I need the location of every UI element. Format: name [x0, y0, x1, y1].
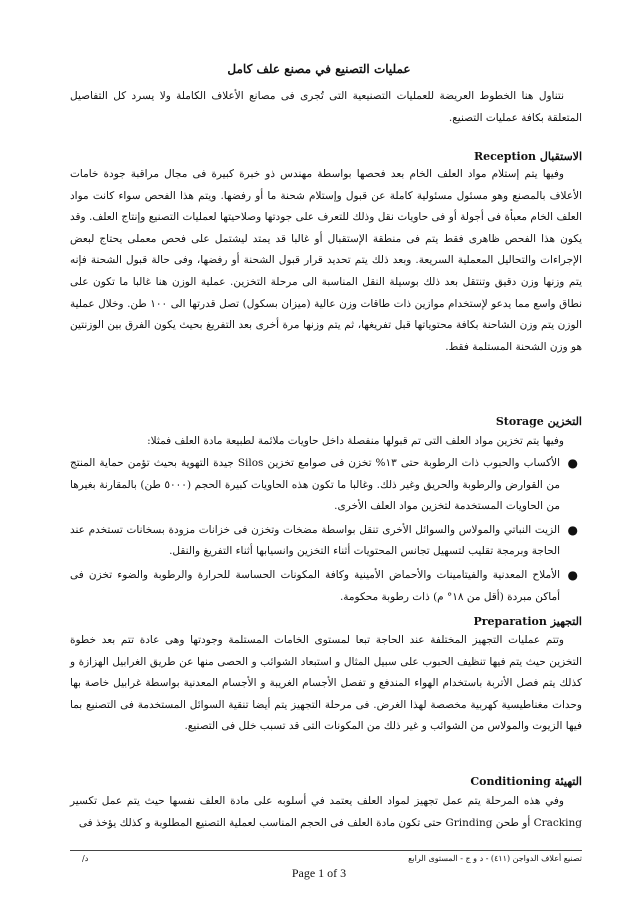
conditioning-heading-ar: التهيئة: [554, 775, 582, 788]
storage-item-text: الأكساب والحبوب ذات الرطوبة حتى ١٣% تخزن فى صوامع تخزين Silos جيدة التهوية بحيث تؤمن حماية المنتج من القوارض والرطوبة والحريق وغير ذلك. وغالبا ما تكون هذه الحاويات كبيرة الحجم (٥٠٠٠ طن) بالمقارنة بغيرها من الحاويات المستخدمة لتخزين مواد العلف الأخرى.: [70, 457, 561, 513]
page-title: عمليات التصنيع في مصنع علف كامل: [227, 62, 411, 76]
section-heading-storage: [496, 415, 582, 428]
bullet-icon: ●: [567, 522, 578, 537]
intro-paragraph: [70, 86, 582, 129]
preparation-paragraph: [70, 630, 582, 738]
storage-heading-ar: التخزين: [547, 415, 582, 428]
conditioning-heading-en: Conditioning: [470, 775, 551, 788]
storage-intro-text: وفيها يتم تخزين مواد العلف التى تم قبولها منفصلة داخل حاويات ملائمة لطبيعة مادة العلف فمثلا:: [147, 435, 564, 447]
list-item: [70, 565, 578, 608]
storage-list: [70, 453, 582, 608]
conditioning-text: وفي هذه المرحلة يتم عمل تجهيز لمواد العلف يعتمد في أسلوبه على مادة العلف نفسها حيث يتم عمل تكسير Cracking أو طحن Grinding حتى تكون مادة العلف فى الحجم المناسب لعملية التصنيع المطلوبة و كذلك يؤخذ فى: [70, 795, 582, 829]
storage-intro-paragraph: [70, 431, 582, 453]
list-item: [70, 520, 578, 563]
list-item: [70, 453, 578, 518]
storage-item-text: الزيت النباتي والمولاس والسوائل الأخرى تنقل بواسطة مضخات وتخزن فى خزانات مزودة بسخانات تستخدم عند الحاجة وبرمجة تقليب لتسهيل تجانس المحتويات أثناء التخزين وانسيابها أثناء التفريغ والنقل.: [70, 523, 560, 558]
footer-course-title: تصنيع أعلاف الدواجن (٤١١) - د و ج - المستوى الرابع: [408, 854, 582, 863]
conditioning-paragraph: [70, 791, 582, 834]
footer-left-text: /د: [82, 854, 89, 863]
reception-text: وفيها يتم إستلام مواد العلف الخام بعد فحصها بواسطة مهندس ذو خبرة كبيرة فى مجال مراقبة جودة خامات الأعلاف بالمصنع وهو مسئول مسئولية كاملة عن قبول وإستلام شحنة ما أو رفضها. ويتم هذا الفحص سواء كانت مواد العلف الخام معبأة فى أجولة أو فى حاويات نقل وذلك للتعرف على جودتها وصلاحيتها لعمليات التصنيع وإنتاج العلف. وقد يكون هذا الفحص ظاهرى فقط يتم فى منطقة الإستقبال أو غالبا قد يمتد ليشتمل على فحص معملى يحتاج لبعض الإجراءات والتحاليل المعملية السريعة. وبعد ذلك يتم تحديد قرار قبول الشحنة أو رفضها، وفى حالة قبول الشحنة فإنه يتم وزنها وزن دقيق وتنتقل بعد ذلك بوسيلة النقل المناسبة الى مرحلة التخزين. عملية الوزن هنا غالبا ما تكون على نطاق واسع مما يدعو لإستخدام موازين ذات طاقات وزن عالية (ميزان بسكول) تصل قدرتها الى ١٠٠ طن. وخلال عملية الوزن يتم وزن الشاحنة بكافة محتوياتها قبل تفريغها، ثم يتم وزنها مرة أخرى بعد التفريغ بحيث يكون الفرق بين الوزنتين هو وزن الشحنة المستلمة فقط.: [70, 168, 582, 353]
bullet-icon: ●: [567, 456, 578, 470]
section-heading-preparation: [473, 615, 582, 628]
storage-item-text: الأملاح المعدنية والفيتامينات والأحماض الأمينية وكافة المكونات الحساسة للحرارة والرطوبة والضوء تخزن فى أماكن مبردة (أقل من ١٨° م) ذات رطوبة محكومة.: [70, 568, 560, 603]
storage-heading-en: Storage: [495, 415, 544, 428]
reception-paragraph: [70, 164, 582, 358]
footer-divider: [70, 850, 582, 851]
page-number: Page 1 of 3: [291, 866, 347, 880]
preparation-text: وتتم عمليات التجهيز المختلفة عند الحاجة تبعا لمستوى الخامات المستلمة وجودتها وهى عادة تتم بعد خطوة التخزين حيث يتم فيها تنظيف الحبوب على سبيل المثال و استبعاد الشوائب و الحصى منها عن طريق الغرابيل الهزازة و كذلك يتم فصل الأتربة باستخدام الهواء المندفع و تفصل الأجسام الغريبة و الأجسام المعدنية بواسطة غرابيل خاصة بها وحدات مغناطيسية كهربية مخصصة لهذا الغرض. فى مرحلة التجهيز يتم أيضا تنقية السوائل المستخدمة فى التصنيع بما فيها الزيوت والمولاس من الشوائب و غير ذلك من المكونات التى قد تسبب خلل فى التصنيع.: [70, 634, 582, 733]
section-heading-conditioning: [470, 775, 582, 788]
section-heading-reception: [474, 150, 582, 163]
reception-heading-en: Reception: [473, 150, 537, 163]
reception-heading-ar: الاستقبال: [539, 150, 582, 163]
preparation-heading-ar: التجهيز: [550, 615, 582, 628]
bullet-icon: ●: [567, 567, 578, 582]
preparation-heading-en: Preparation: [473, 615, 547, 628]
intro-text: نتناول هنا الخطوط العريضة للعمليات التصنيعية التى تُجرى فى مصانع الأعلاف الكاملة ولا يسرد كل التفاصيل المتعلقة بكافة عمليات التصنيع.: [70, 90, 582, 124]
